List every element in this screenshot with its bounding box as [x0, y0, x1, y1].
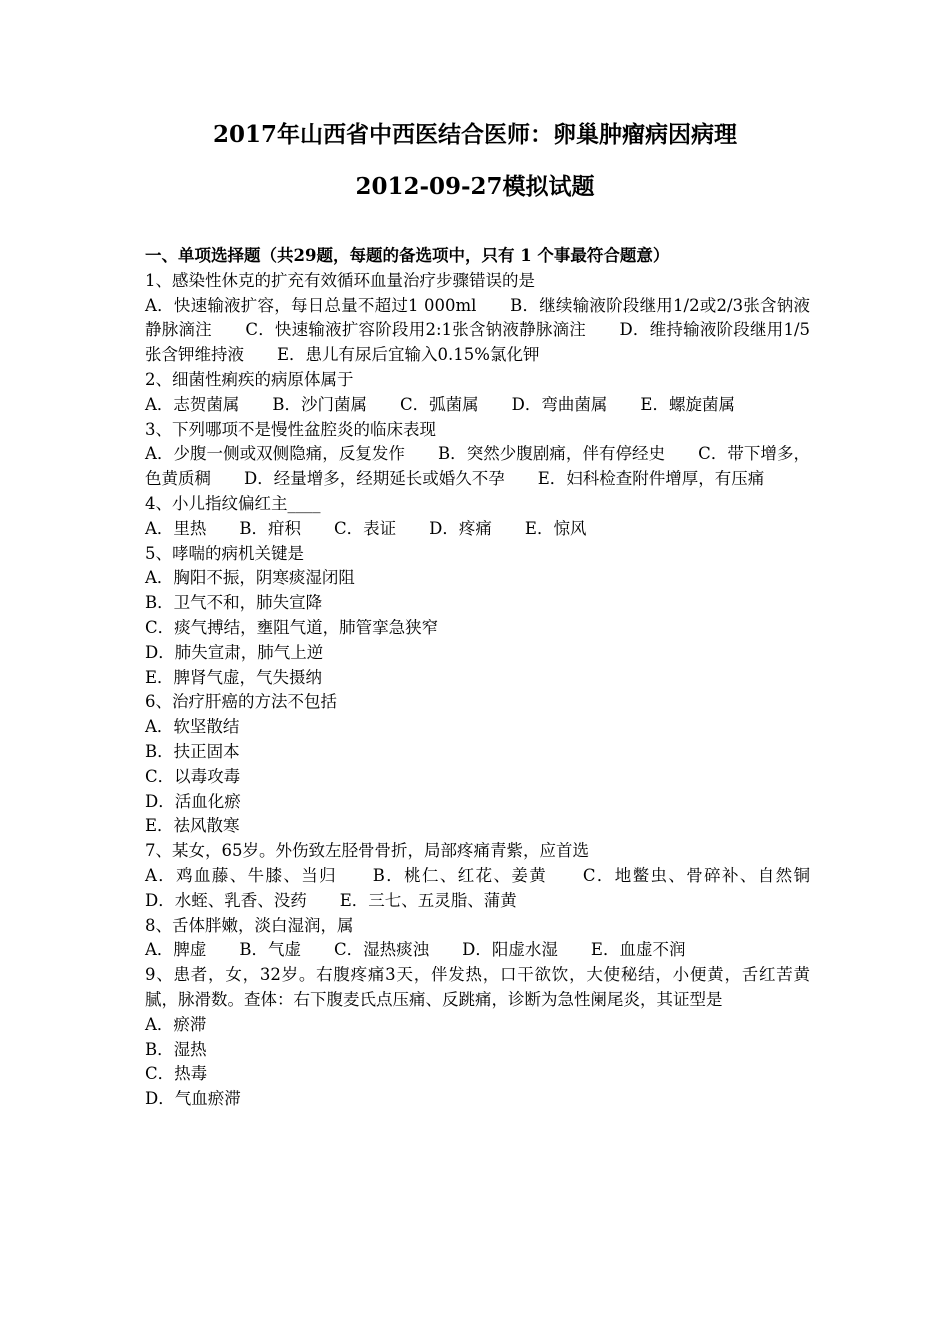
question-stem: 1、感染性休克的扩充有效循环血量治疗步骤错误的是 [145, 270, 535, 290]
question-options: A．里热 B．疳积 C．表证 D．疼痛 E．惊风 [145, 518, 587, 538]
question-stem: 7、某女，65岁。外伤致左胫骨骨折，局部疼痛青紫，应首选 [145, 841, 589, 861]
question-stem: 6、治疗肝癌的方法不包括 [145, 692, 337, 712]
question-options: A．鸡血藤、牛膝、当归 B．桃仁、红花、姜黄 C．地鳖虫、骨碎补、自然铜 D．水蛭、乳香、没药 E．三七、五灵脂、蒲黄 [145, 865, 843, 910]
question-options: A．少腹一侧或双侧隐痛，反复发作 B．突然少腹剧痛，伴有停经史 C．带下增多，色黄质稠 D．经量增多，经期延长或婚久不孕 E．妇科检查附件增厚，有压痛 [145, 444, 810, 489]
section-heading: 一、单项选择题（共29题，每题的备选项中，只有 1 个事最符合题意） [145, 246, 670, 265]
question-options: A．志贺菌属 B．沙门菌属 C．弧菌属 D．弯曲菌属 E．螺旋菌属 [145, 394, 735, 414]
option-a: A．胸阳不振，阴寒痰湿闭阻 [145, 568, 355, 588]
option-c: C．痰气搏结，壅阻气道，肺管挛急狭窄 [145, 617, 439, 637]
document-title-line-2: 2012-09-27模拟试题 [355, 173, 595, 200]
question-list [145, 244, 843, 1112]
option-a: A．瘀滞 [145, 1014, 207, 1034]
question-stem: 2、细菌性痢疾的病原体属于 [145, 369, 354, 389]
option-d: D．肺失宣肃，肺气上逆 [145, 642, 324, 662]
option-b: B．扶正固本 [145, 741, 240, 761]
option-c: C．热毒 [145, 1064, 208, 1084]
question-stem: 3、下列哪项不是慢性盆腔炎的临床表现 [145, 419, 436, 439]
option-c: C．以毒攻毒 [145, 766, 241, 786]
option-d: D．气血瘀滞 [145, 1089, 241, 1109]
option-d: D．活血化瘀 [145, 791, 241, 811]
option-b: B．卫气不和，肺失宣降 [145, 593, 323, 613]
question-stem: 9、患者，女，32岁。右腹疼痛3天，伴发热，口干欲饮，大使秘结，小便黄，舌红苦黄腻，脉滑数。查体：右下腹麦氏点压痛、反跳痛，诊断为急性阑尾炎，其证型是 [145, 965, 810, 1009]
option-e: E．脾肾气虚，气失摄纳 [145, 667, 323, 687]
question-stem: 4、小儿指纹偏红主____ [145, 493, 321, 513]
question-options: A．脾虚 B．气虚 C．湿热痰浊 D．阳虚水湿 E．血虚不润 [145, 940, 686, 960]
question-stem: 5、哮喘的病机关键是 [145, 543, 304, 563]
question-stem: 8、舌体胖嫩，淡白湿润，属 [145, 915, 354, 935]
option-b: B．湿热 [145, 1039, 207, 1059]
option-a: A．软坚散结 [145, 717, 240, 737]
question-options: A．快速输液扩容，每日总量不超过1 000ml B．继续输液阶段继用1/2或2/3张含钠液静脉滴注 C．快速输液扩容阶段用2:1张含钠液静脉滴注 D．维持输液阶段继用1/5张含钾维持液 E．患儿有尿后宜输入0.15%氯化钾 [145, 295, 810, 365]
option-e: E．祛风散寒 [145, 816, 240, 836]
document-title-line-1: 2017年山西省中西医结合医师：卵巢肿瘤病因病理 [212, 121, 737, 148]
